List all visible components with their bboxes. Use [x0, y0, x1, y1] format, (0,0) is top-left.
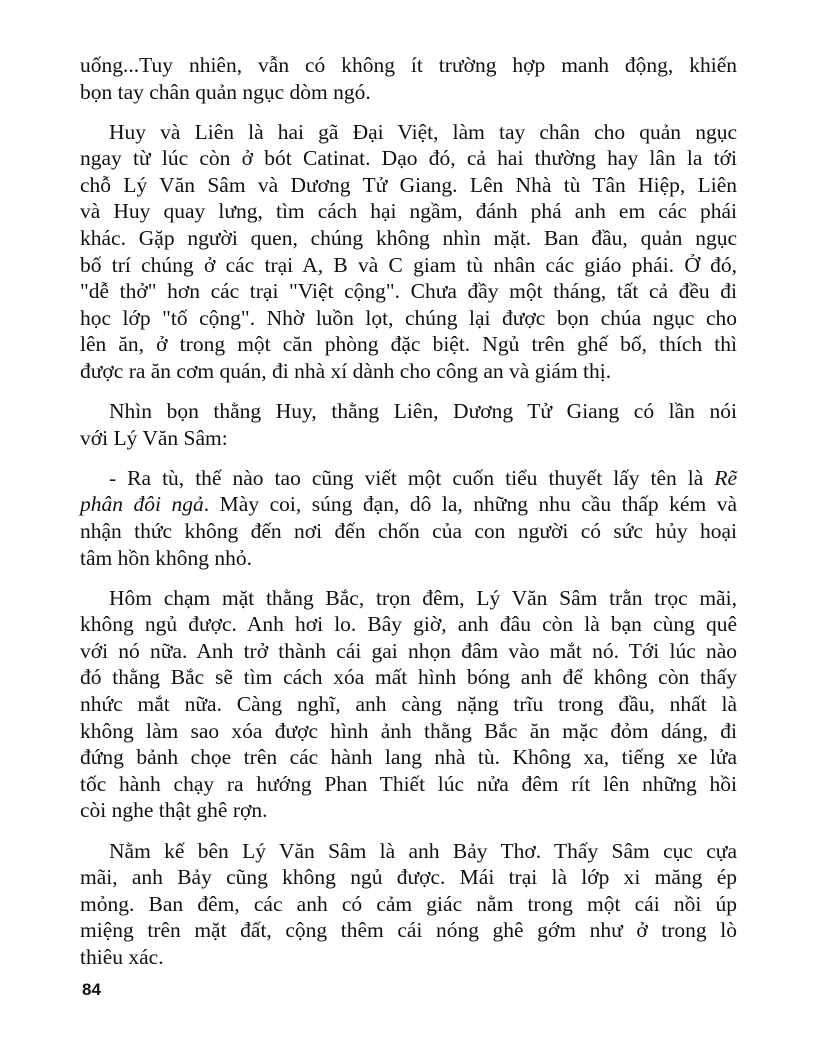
- text-segment: . Mày coi, súng đạn, dô la, những nhu cầu thấp kém và: [203, 492, 737, 517]
- text-line: [80, 944, 737, 971]
- text-line: [80, 771, 737, 798]
- page-number: 84: [82, 980, 101, 999]
- text-segment: - Ra tù, thế nào tao cũng viết một cuốn tiểu thuyết lấy tên là: [109, 465, 715, 490]
- text-segment: tốc hành chạy ra hướng Phan Thiết lúc nửa đêm rít lên những hồi: [80, 771, 737, 796]
- text-line: [80, 891, 737, 918]
- text-segment: với nó nữa. Anh trở thành cái gai nhọn đâm vào mắt nó. Tới lúc nào: [80, 638, 737, 663]
- text-segment: miệng trên mặt đất, cộng thêm cái nóng ghê gớm như ở trong lò: [80, 918, 737, 943]
- text-line: [80, 398, 737, 425]
- text-segment: nhận thức không đến nơi đến chốn của con người có sức hủy hoại: [80, 519, 737, 543]
- text-segment: mỏng. Ban đêm, các anh có cảm giác nằm trong một cái nồi úp: [80, 891, 737, 916]
- text-segment: không ngủ được. Anh hơi lo. Bây giờ, anh đâu còn là bạn cùng quê: [80, 612, 737, 637]
- text-segment: thiêu xác.: [80, 944, 164, 969]
- text-segment: với Lý Văn Sâm:: [80, 425, 228, 450]
- text-line: [80, 305, 737, 332]
- text-segment: ngay từ lúc còn ở bót Catinat. Dạo đó, cả hai thường hay lân la tới: [80, 146, 737, 171]
- text-segment: uống...Tuy nhiên, vẫn có không ít trường hợp manh động, khiến: [80, 53, 737, 77]
- paragraph: [80, 398, 737, 451]
- text-segment: mãi, anh Bảy cũng không ngủ được. Mái trại là lớp xi măng ép: [80, 865, 737, 890]
- text-line: [80, 52, 737, 79]
- text-segment: "dễ thở" hơn các trại "Việt cộng". Chưa đầy một tháng, tất cả đều đi: [80, 279, 737, 304]
- text-segment: được ra ăn cơm quán, đi nhà xí dành cho công an và giám thị.: [80, 359, 612, 384]
- paragraph: [80, 585, 737, 824]
- text-segment: lên ăn, ở trong một căn phòng đặc biệt. Ngủ trên ghế bố, thích thì: [80, 332, 737, 357]
- text-segment: nhức mắt nữa. Càng nghĩ, anh càng nặng trĩu trong đầu, nhất là: [80, 692, 737, 717]
- text-line: [80, 917, 737, 944]
- text-line: [80, 198, 737, 225]
- text-segment: Nhìn bọn thằng Huy, thằng Liên, Dương Tử Giang có lần nói: [109, 399, 737, 424]
- text-line: [80, 79, 737, 106]
- text-line: [80, 545, 737, 572]
- text-line: [80, 664, 737, 691]
- text-line: [80, 864, 737, 891]
- text-line: [80, 172, 737, 199]
- text-line: [80, 718, 737, 745]
- text-line: [80, 585, 737, 612]
- text-line: [80, 358, 737, 385]
- page-body-text: [80, 52, 737, 984]
- text-line: [80, 491, 737, 518]
- text-line: [80, 252, 737, 279]
- text-line: [80, 145, 737, 172]
- text-segment: đó thằng Bắc sẽ tìm cách xóa mất hình bóng anh để không còn thấy: [80, 665, 737, 690]
- paragraph: [80, 52, 737, 105]
- italic-text: Rẽ: [714, 465, 737, 490]
- text-segment: Hôm chạm mặt thằng Bắc, trọn đêm, Lý Văn Sâm trằn trọc mãi,: [109, 585, 737, 610]
- text-line: [80, 838, 737, 865]
- text-segment: còi nghe thật ghê rợn.: [80, 798, 268, 823]
- text-segment: bố trí chúng ở các trại A, B và C giam tù nhân các giáo phái. Ở đó,: [80, 252, 737, 277]
- text-segment: Nằm kế bên Lý Văn Sâm là anh Bảy Thơ. Thấy Sâm cục cựa: [109, 838, 737, 863]
- text-line: [80, 611, 737, 638]
- text-line: [80, 278, 737, 305]
- paragraph: [80, 119, 737, 385]
- text-segment: và Huy quay lưng, tìm cách hại ngầm, đánh phá anh em các phái: [80, 199, 737, 224]
- text-segment: đứng bảnh chọe trên các hành lang nhà tù. Không xa, tiếng xe lửa: [80, 745, 737, 770]
- italic-text: phân đôi ngả: [80, 492, 204, 517]
- text-line: [80, 225, 737, 252]
- text-segment: bọn tay chân quản ngục dòm ngó.: [80, 79, 371, 104]
- text-segment: chỗ Lý Văn Sâm và Dương Tử Giang. Lên Nhà tù Tân Hiệp, Liên: [80, 172, 737, 197]
- text-line: [80, 465, 737, 492]
- text-segment: không làm sao xóa được hình ảnh thằng Bắc ăn mặc đỏm dáng, đi: [80, 718, 737, 743]
- text-line: [80, 518, 737, 545]
- text-line: [80, 638, 737, 665]
- text-segment: học lớp "tố cộng". Nhờ luồn lọt, chúng lại được bọn chúa ngục cho: [80, 305, 737, 330]
- text-line: [80, 691, 737, 718]
- text-line: [80, 797, 737, 824]
- text-line: [80, 425, 737, 452]
- text-line: [80, 119, 737, 146]
- text-line: [80, 331, 737, 358]
- paragraph: [80, 838, 737, 971]
- text-line: [80, 744, 737, 771]
- text-segment: tâm hồn không nhỏ.: [80, 545, 252, 570]
- text-segment: Huy và Liên là hai gã Đại Việt, làm tay chân cho quản ngục: [109, 119, 737, 144]
- paragraph: [80, 465, 737, 571]
- text-segment: khác. Gặp người quen, chúng không nhìn mặt. Ban đầu, quản ngục: [80, 226, 737, 251]
